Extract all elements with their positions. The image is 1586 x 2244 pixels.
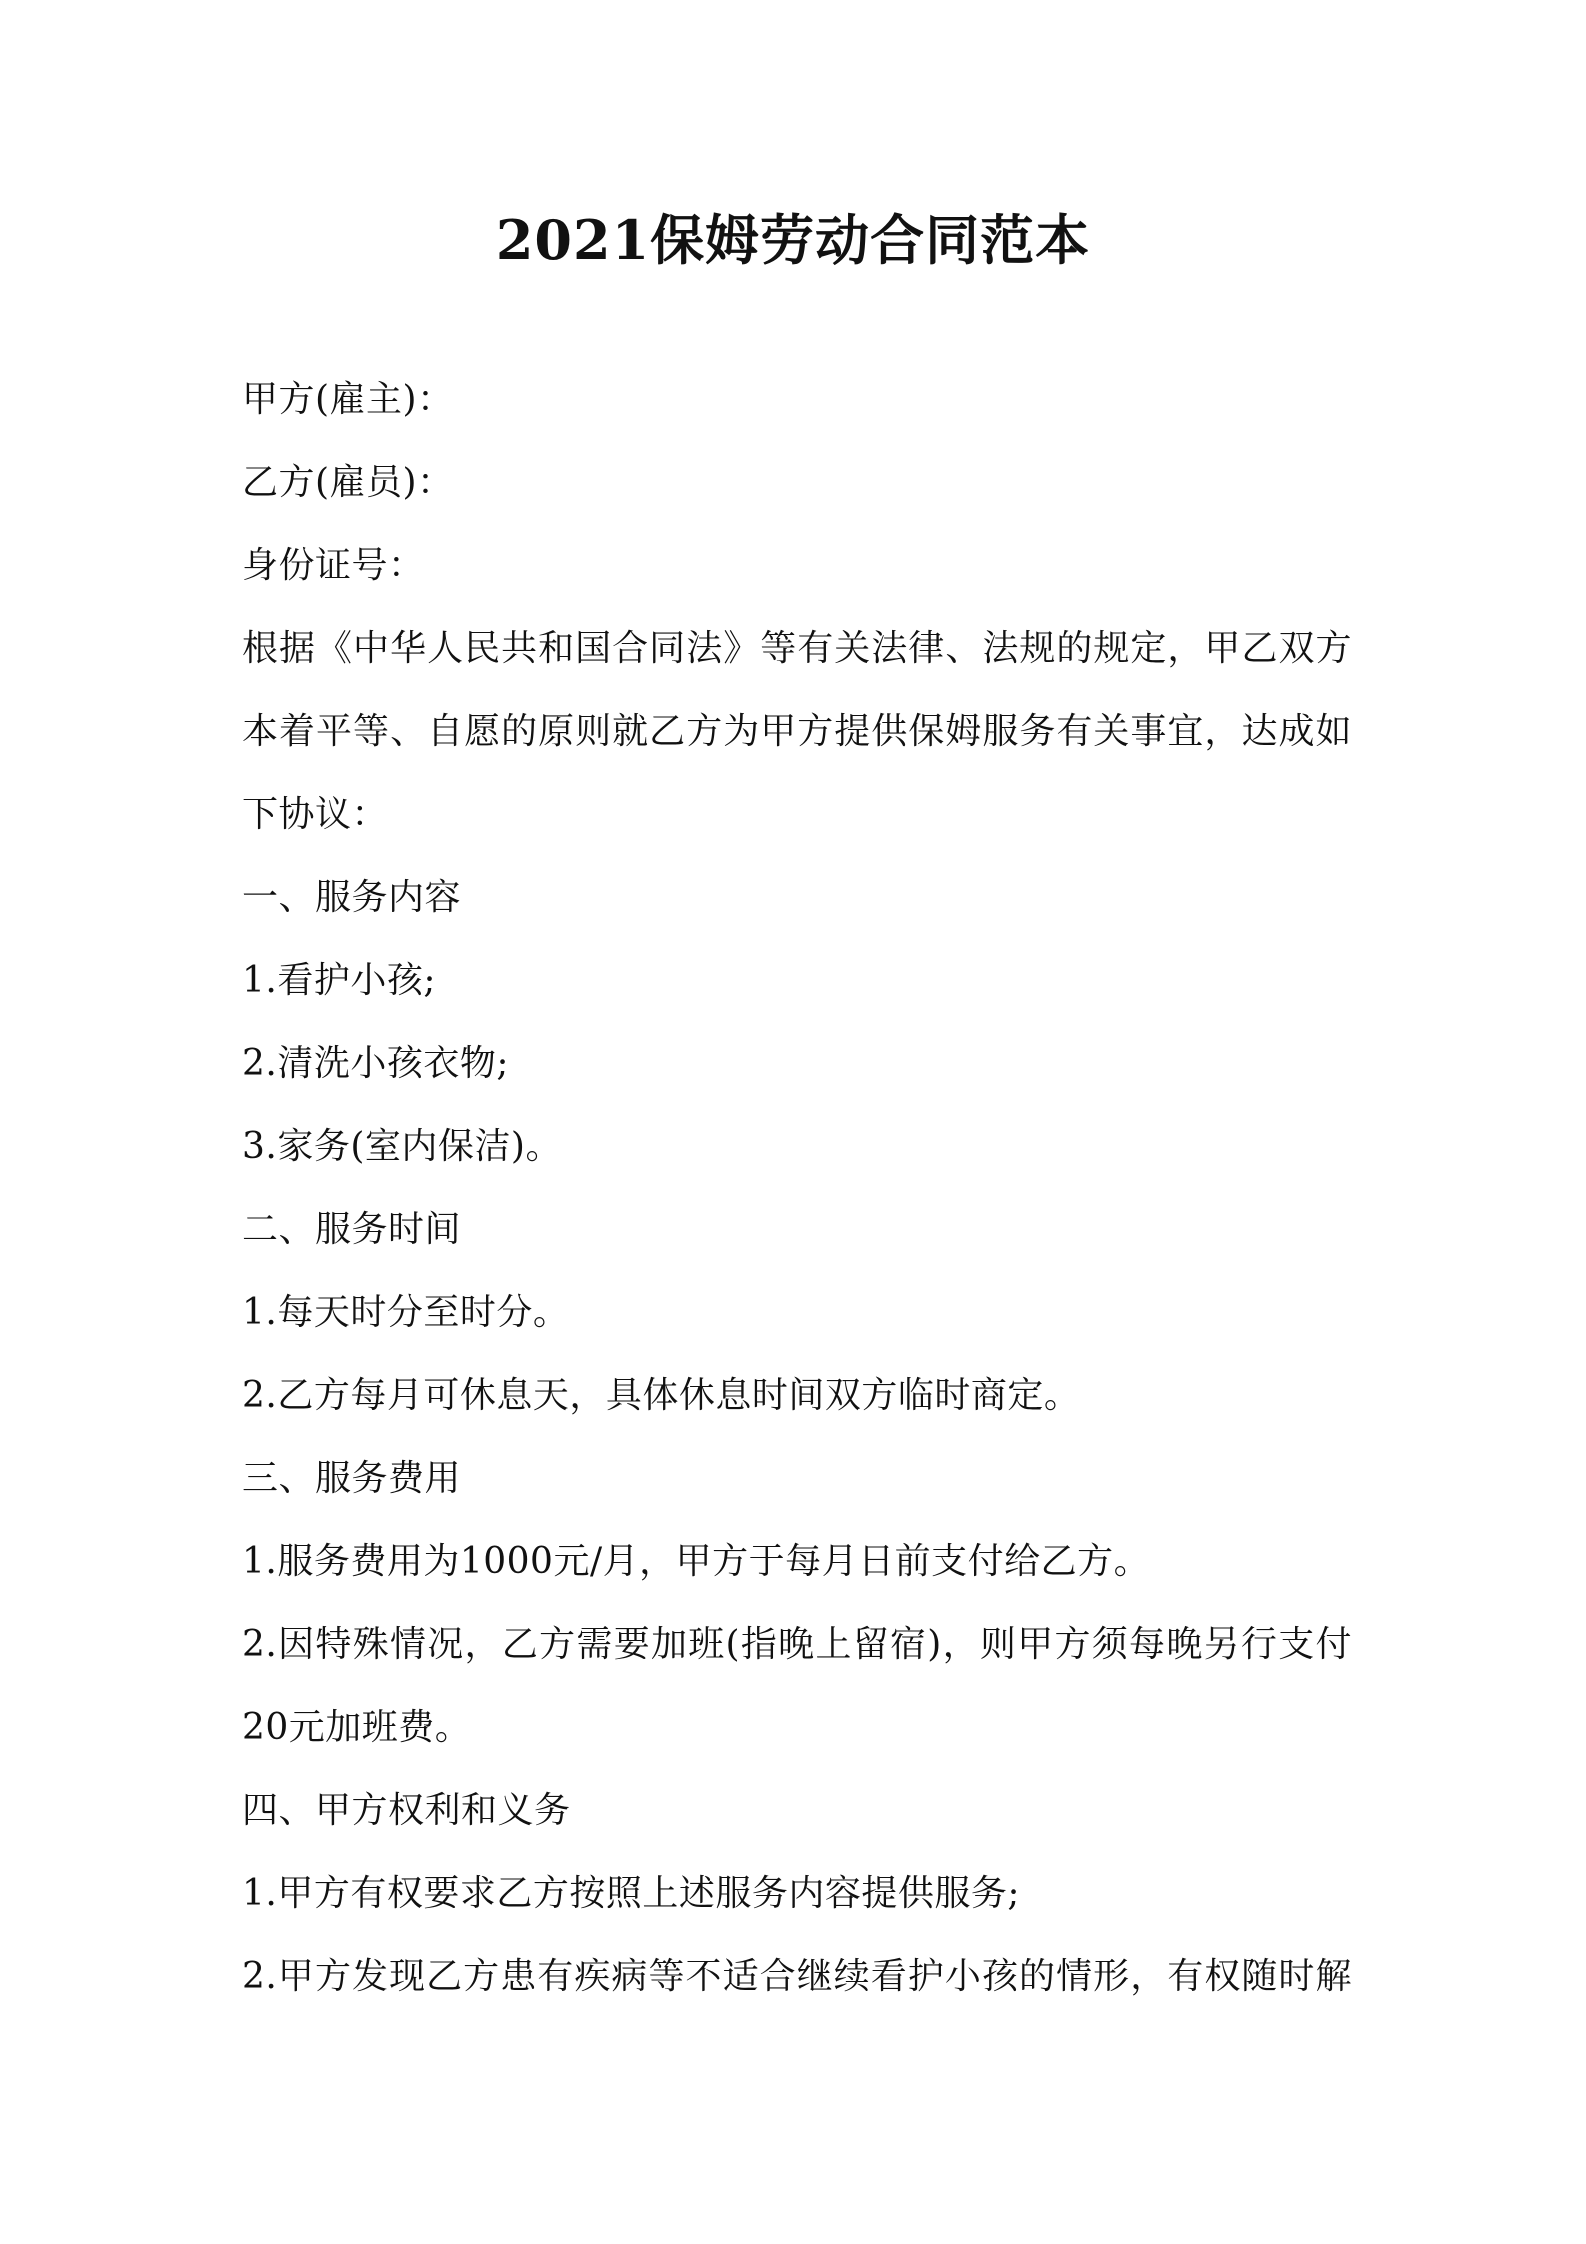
fee-item-2-line-2: 20元加班费。 <box>242 1707 472 1748</box>
preamble-line-1: 根据《中华人民共和国合同法》等有关法律、法规的规定，甲乙双方 <box>242 628 1352 669</box>
section-heading-party-a-rights: 四、甲方权利和义务 <box>242 1790 571 1831</box>
id-number-line: 身份证号： <box>242 545 425 586</box>
document-body <box>242 368 1352 2028</box>
preamble-line-2: 本着平等、自愿的原则就乙方为甲方提供保姆服务有关事宜，达成如 <box>242 711 1352 752</box>
preamble-line-3: 下协议： <box>242 794 389 835</box>
service-item-3: 3.家务(室内保洁)。 <box>242 1126 562 1167</box>
section-heading-service-time: 二、服务时间 <box>242 1209 462 1250</box>
fee-item-2-line-1: 2.因特殊情况，乙方需要加班(指晚上留宿)，则甲方须每晚另行支付 <box>242 1624 1352 1665</box>
service-item-2: 2.清洗小孩衣物; <box>242 1043 509 1084</box>
section-heading-service-content: 一、服务内容 <box>242 877 462 918</box>
time-item-2: 2.乙方每月可休息天，具体休息时间双方临时商定。 <box>242 1375 1081 1416</box>
time-item-1: 1.每天时分至时分。 <box>242 1292 570 1333</box>
party-a-line: 甲方(雇主)： <box>242 379 454 420</box>
service-item-1: 1.看护小孩; <box>242 960 436 1001</box>
rights-item-2: 2.甲方发现乙方患有疾病等不适合继续看护小孩的情形，有权随时解 <box>242 1956 1352 1997</box>
section-heading-service-fee: 三、服务费用 <box>242 1458 462 1499</box>
document-title: 2021保姆劳动合同范本 <box>495 208 1091 272</box>
rights-item-1: 1.甲方有权要求乙方按照上述服务内容提供服务; <box>242 1873 1020 1914</box>
party-b-line: 乙方(雇员)： <box>242 462 454 503</box>
fee-item-1: 1.服务费用为1000元/月，甲方于每月日前支付给乙方。 <box>242 1541 1151 1582</box>
